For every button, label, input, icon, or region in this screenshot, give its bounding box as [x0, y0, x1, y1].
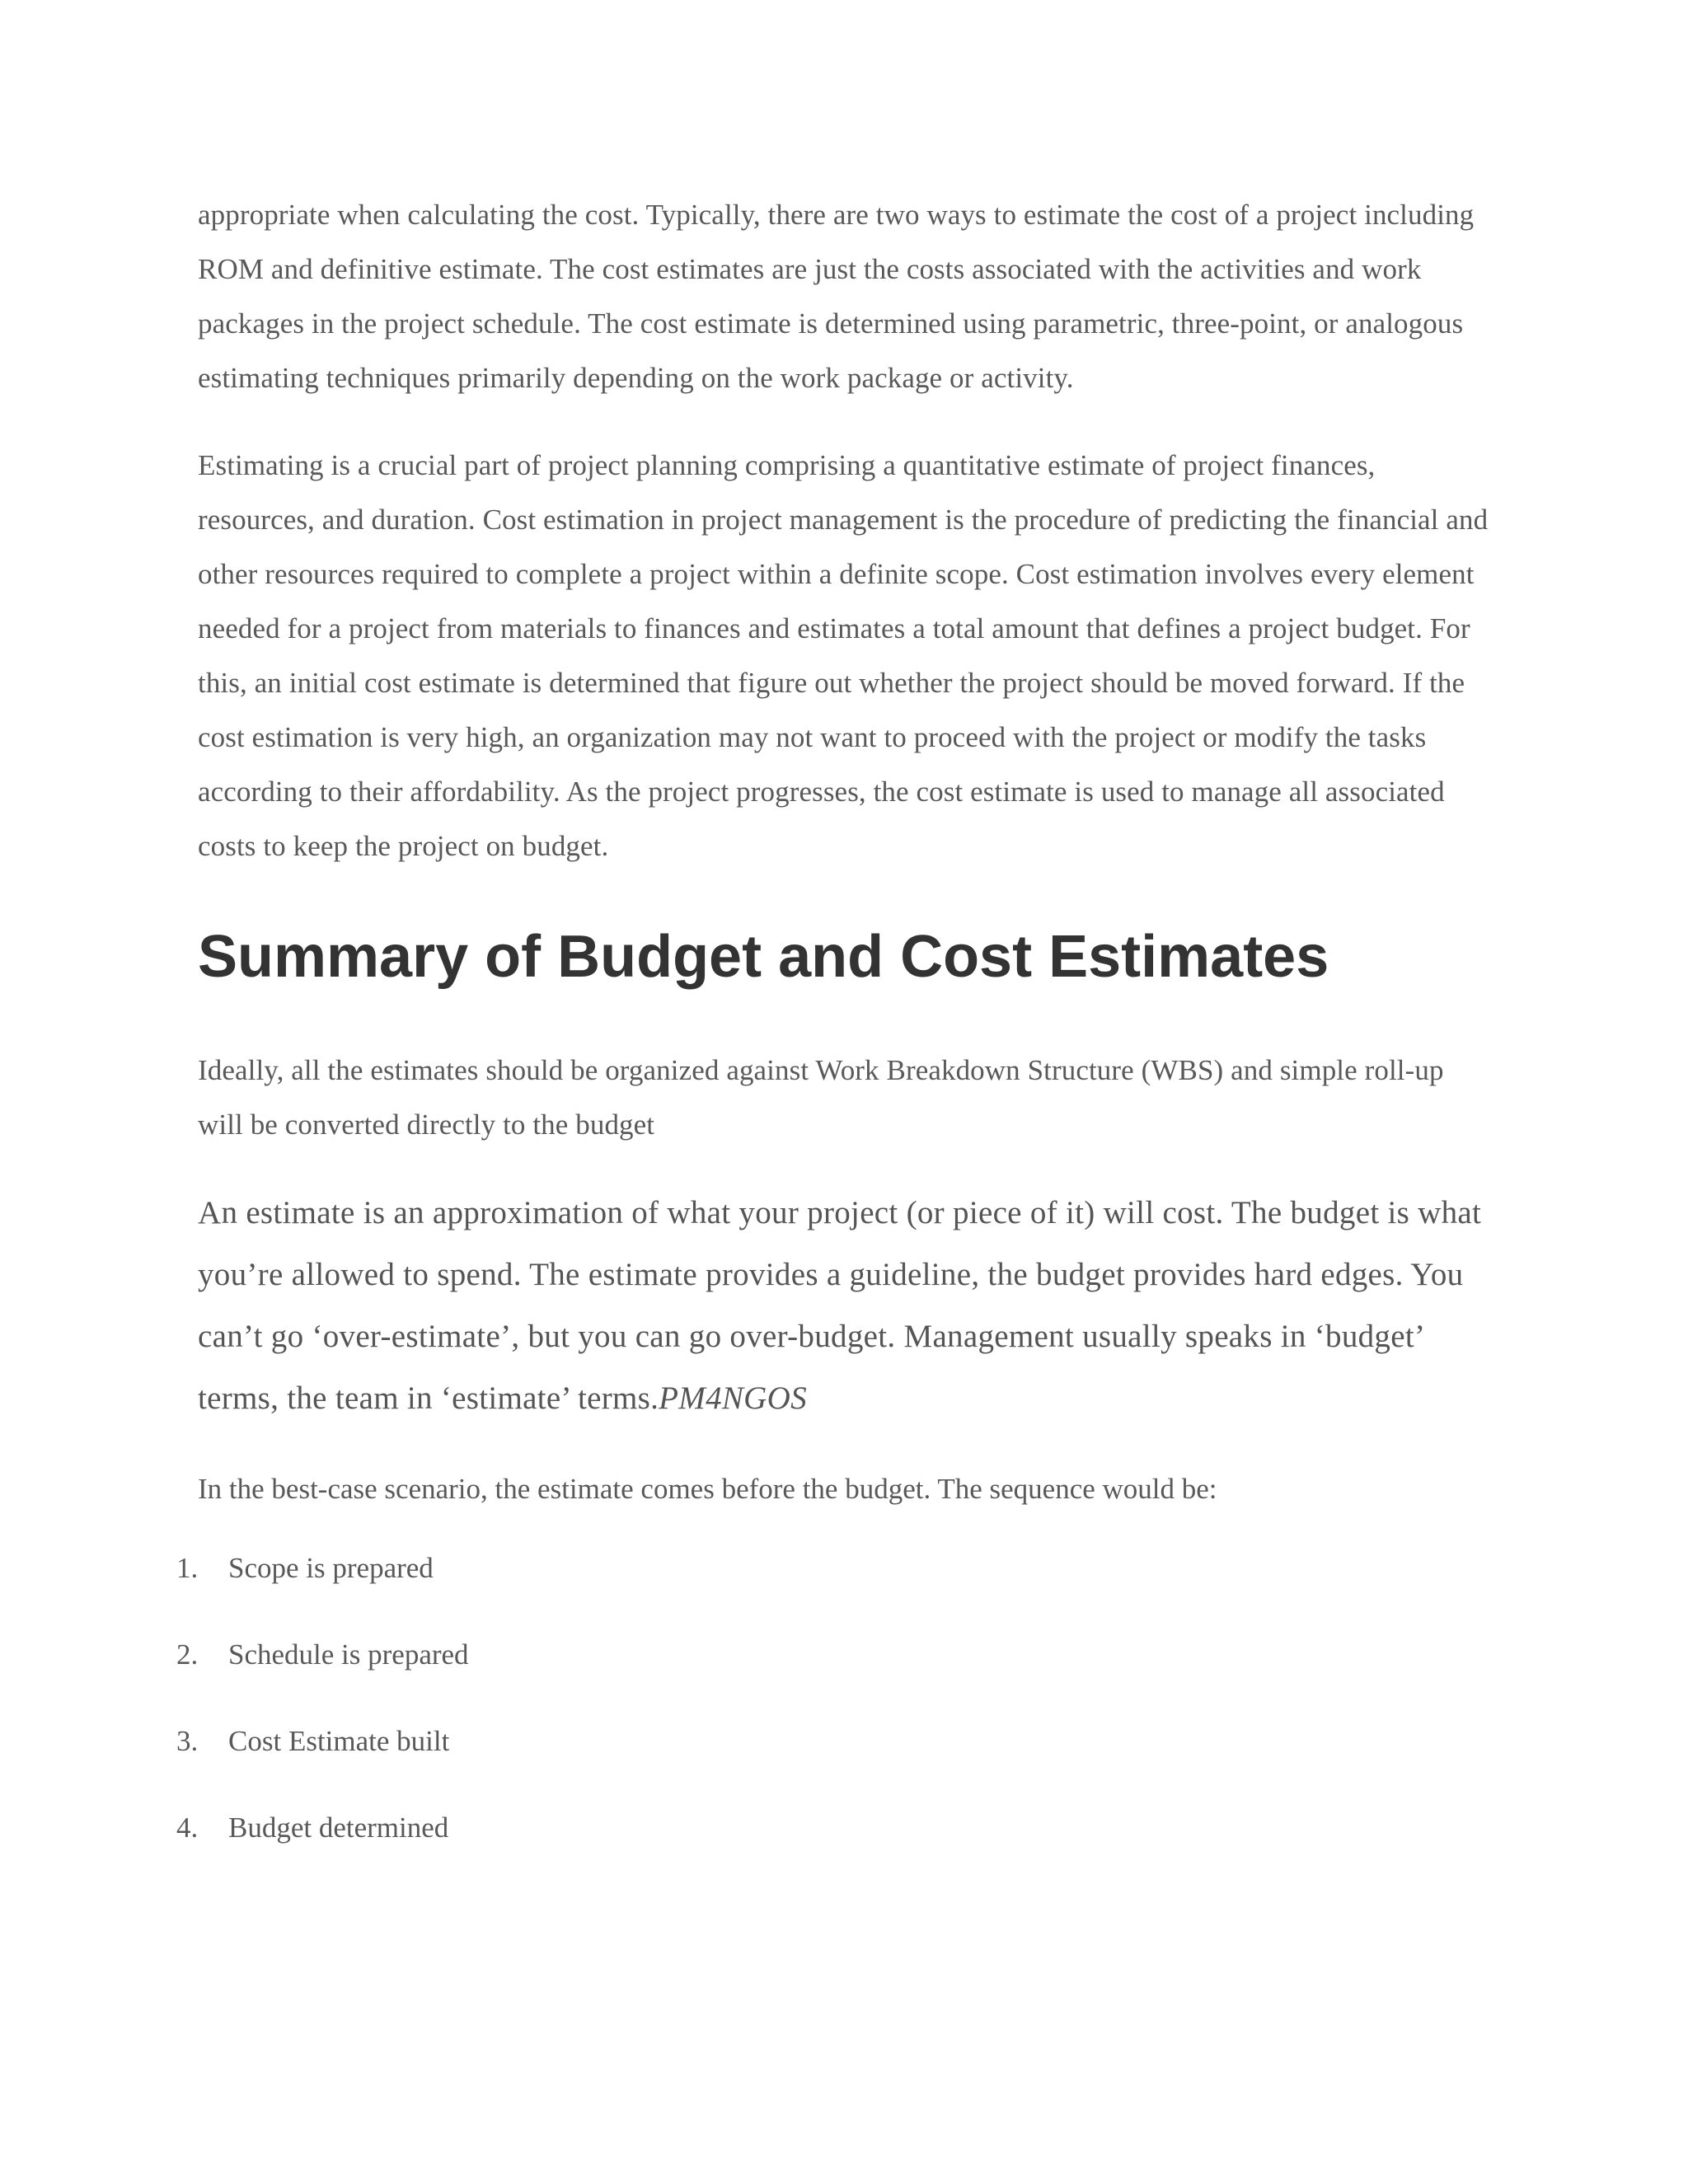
list-item [176, 1541, 1492, 1596]
quote-estimate-vs-budget [198, 1182, 1492, 1429]
list-item [176, 1628, 1492, 1682]
list-item [176, 1801, 1492, 1855]
list-item [176, 1714, 1492, 1769]
list-item-number: 1. [176, 1552, 199, 1584]
quote-source: PM4NGOS [659, 1380, 807, 1416]
list-item-text: Budget determined [228, 1811, 449, 1844]
list-item-number: 3. [176, 1725, 199, 1757]
paragraph-sequence-intro: In the best-case scenario, the estimate comes before the budget. The sequence would be: [198, 1473, 1217, 1505]
paragraph-cost-estimate-methods: appropriate when calculating the cost. Typically, there are two ways to estimate the cost of a project including ROM and definitive estimate. The cost estimates are just the costs associated with the activities and work packages in the project schedule. The cost estimate is determined using parametric, three-point, or analogous estimating techniques primarily depending on the work package or activity. [198, 199, 1475, 394]
list-item-text: Schedule is prepared [228, 1638, 469, 1671]
list-item-number: 4. [176, 1811, 199, 1844]
paragraph-estimating-overview: Estimating is a crucial part of project planning comprising a quantitative estimate of project finances, resources, and duration. Cost estimation in project management is the procedure of predicting the financial and other resources required to complete a project within a definite scope. Cost estimation involves every element needed for a project from materials to finances and estimates a total amount that defines a project budget. For this, an initial cost estimate is determined that figure out whether the project should be moved forward. If the cost estimation is very high, an organization may not want to proceed with the project or modify the tasks according to their affordability. As the project progresses, the cost estimate is used to manage all associated costs to keep the project on budget. [198, 449, 1489, 862]
list-item-text: Cost Estimate built [228, 1725, 450, 1757]
list-item-number: 2. [176, 1638, 199, 1671]
section-heading: Summary of Budget and Cost Estimates [198, 924, 1329, 990]
document-body [176, 188, 1492, 1887]
quote-text: An estimate is an approximation of what your project (or piece of it) will cost. The budget is what you’re allowed to spend. The estimate provides a guideline, the budget provides hard edges. You can’t go ‘over-estimate’, but you can go over-budget. Management usually speaks in ‘budget’ terms, the team in ‘estimate’ terms. [198, 1195, 1482, 1416]
paragraph-wbs-rollup: Ideally, all the estimates should be organized against Work Breakdown Structure (WBS) and simple roll-up will be converted directly to the budget [198, 1054, 1444, 1141]
list-item-text: Scope is prepared [228, 1552, 434, 1584]
sequence-list [176, 1541, 1492, 1855]
